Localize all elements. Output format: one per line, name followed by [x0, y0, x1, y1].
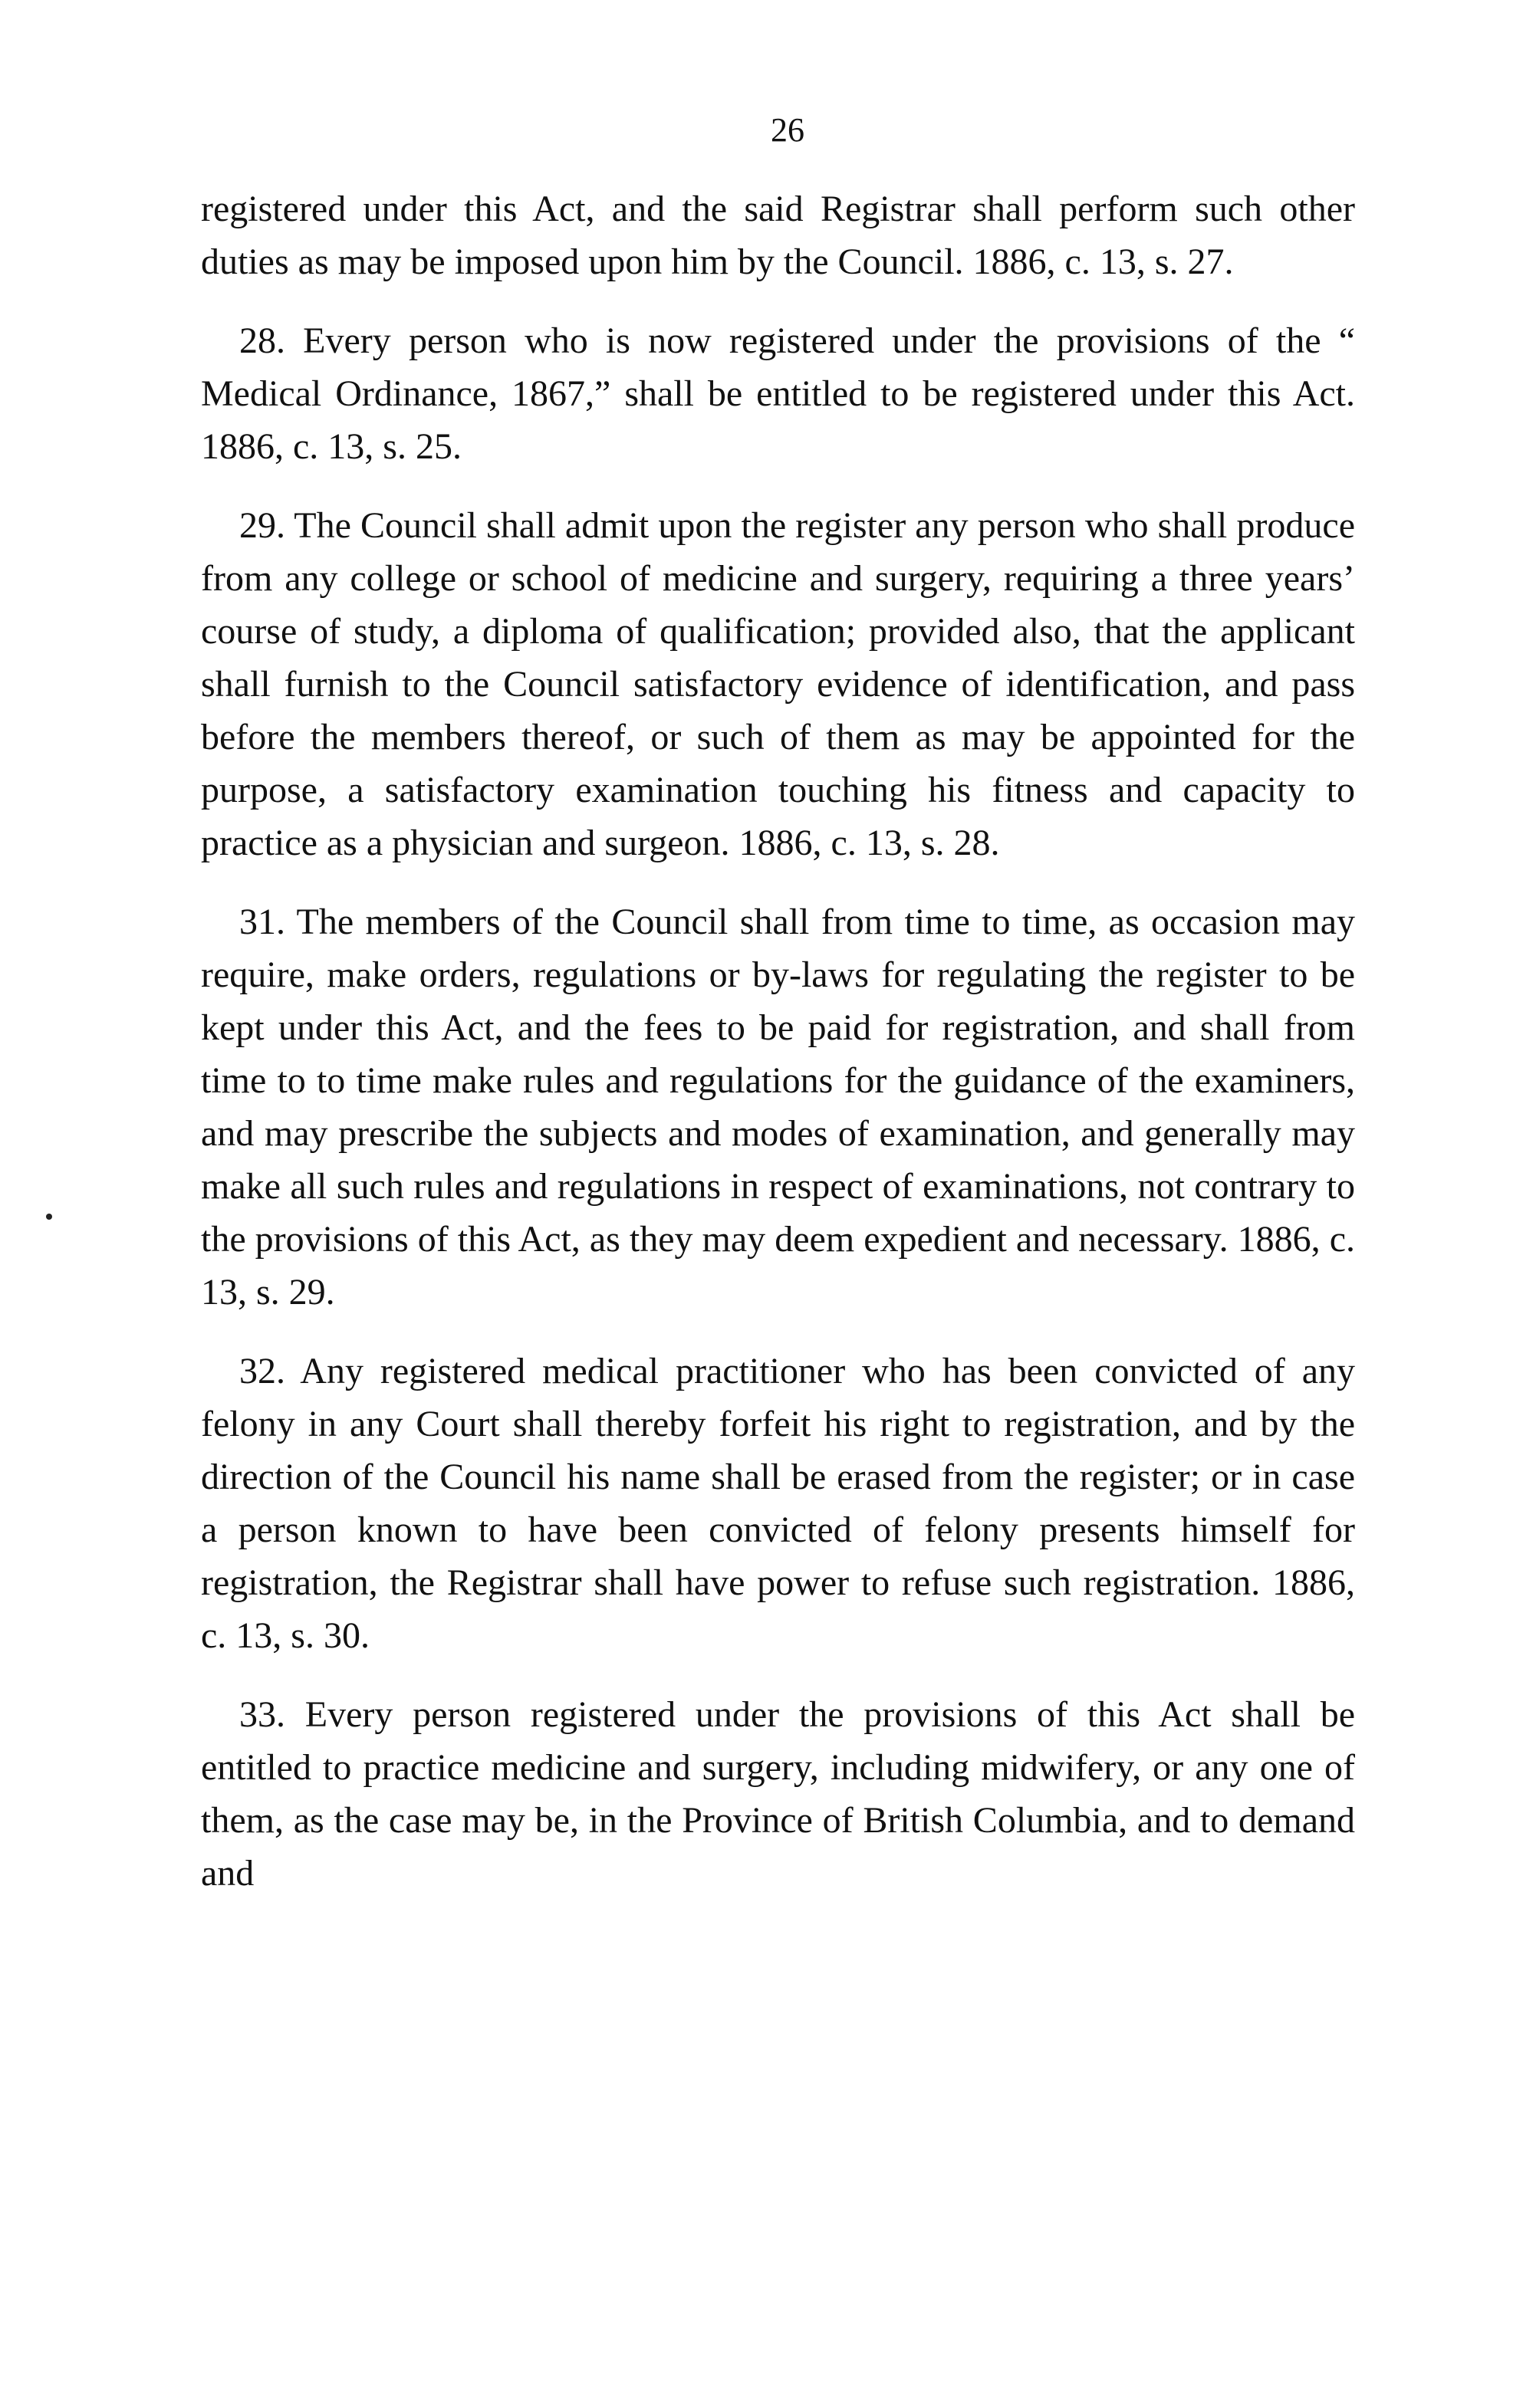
- section-32-paragraph: 32. Any registered medical practitioner who has been convicted of any felony in any Court shall thereby forfeit his right to registration, and by the direction of the Council his name shall be erased from the register; or in case a person known to have been convicted of felony presents himself for registration, the Registrar shall have power to refuse such registration. 1886, c. 13, s. 30.: [201, 1351, 1355, 1656]
- section-29-paragraph: 29. The Council shall admit upon the register any person who shall produce from any college or school of medicine and surgery, requiring a three years’ course of study, a diploma of qualification; provided also, that the applicant shall furnish to the Council satisfactory evidence of identification, and pass before the members thereof, or such of them as may be appointed for the purpose, a satisfactory examination touching his fitness and capacity to practice as a physician and surgeon. 1886, c. 13, s. 28.: [201, 505, 1355, 863]
- paragraph-continuation: registered under this Act, and the said Registrar shall perform such other duties as may be imposed upon him by the Council. 1886, c. 13, s. 27.: [201, 189, 1355, 282]
- margin-mark: [46, 1214, 52, 1220]
- section-33-paragraph: 33. Every person registered under the provisions of this Act shall be entitled to practice medicine and surgery, including midwifery, or any one of them, as the case may be, in the Province of British Columbia, and to demand and: [201, 1694, 1355, 1894]
- section-28-paragraph: 28. Every person who is now registered under the provisions of the “ Medical Ordinance, 1867,” shall be entitled to be registered under this Act. 1886, c. 13, s. 25.: [201, 320, 1355, 467]
- section-31-paragraph: 31. The members of the Council shall from time to time, as occasion may require, make orders, regulations or by-laws for regulating the register to be kept under this Act, and the fees to be paid for registration, and shall from time to to time make rules and regulations for the guidance of the examiners, and may prescribe the subjects and modes of examination, and generally may make all such rules and regulations in respect of examinations, not contrary to the provisions of this Act, as they may deem expedient and necessary. 1886, c. 13, s. 29.: [201, 902, 1355, 1312]
- page-number: 26: [771, 111, 804, 149]
- document-page: [201, 107, 1355, 1900]
